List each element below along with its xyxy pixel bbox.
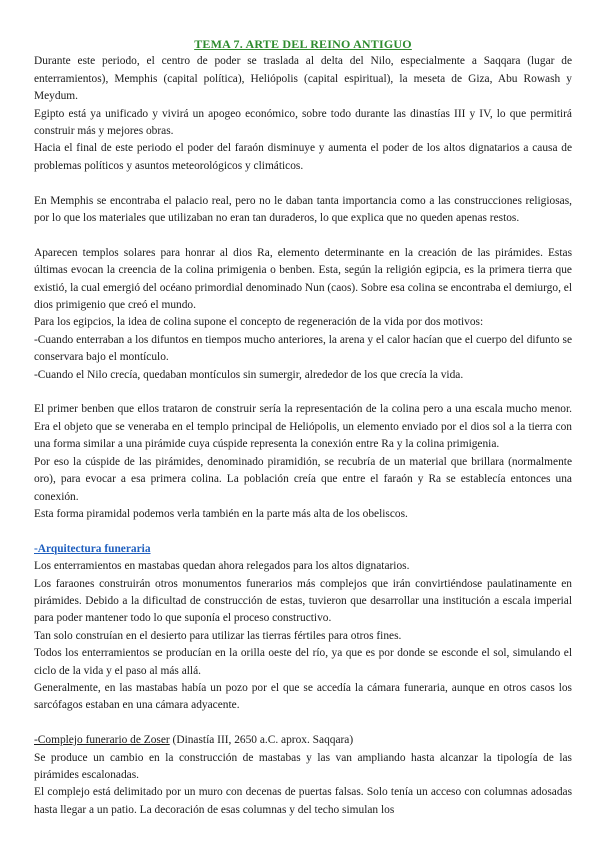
temples-paragraph-1: Aparecen templos solares para honrar al dios Ra, elemento determinante en la creación de las pirámides. Estas últimas evocan la creencia de la colina primigenia o benben. Esta, según la religión egipcia, es la primera tierra que existió, la cual emergió del océano primordial denominado Nun (caos). Sobre esa colina se encontraba el demiurgo, el dios primigenio que creó el mundo. bbox=[34, 246, 572, 312]
zoser-heading-details: (Dinastía III, 2650 a.C. aprox. Saqqara) bbox=[169, 734, 354, 747]
memphis-paragraph: En Memphis se encontraba el palacio real, pero no le daban tanta importancia como a las construcciones religiosas, por lo que los materiales que utilizaban no eran tan duraderos, lo que explica que no queden apenas restos. bbox=[34, 194, 572, 225]
funeraria-paragraph-2: Los faraones construirán otros monumentos funerarios más complejos que irán convirtiéndose paulatinamente en pirámides. Debido a la dificultad de construcción de estas, tuvieron que desarrollar una institución a escala imperial para poder mantener todo lo que suponía el proceso constructivo. bbox=[34, 577, 572, 625]
zoser-paragraph-1: Se produce un cambio en la construcción de mastabas y las van ampliando hasta alcanzar la tipología de las pirámides escalonadas. bbox=[34, 751, 572, 781]
benben-paragraph-1: El primer benben que ellos trataron de construir sería la representación de la colina pero a una escala mucho menor. Era el objeto que se veneraba en el templo principal de Heliópolis, un elemento enviado por el dios sol a la tierra con una forma similar a una pirámide cuya cúspide representa la conexión entre Ra y la colina primigenia. bbox=[34, 403, 572, 451]
spacer bbox=[34, 227, 572, 244]
zoser-paragraph-2: El complejo está delimitado por un muro con decenas de puertas falsas. Solo tenía un acceso con columnas adosadas hasta llegar a un patio. La decoración de esas columnas y del techo simulan los bbox=[34, 786, 572, 816]
intro-paragraph-2: Egipto está ya unificado y vivirá un apogeo económico, sobre todo durante las dinastías III y IV, lo que permitirá construir más y mejores obras. bbox=[34, 107, 572, 138]
funeraria-section-heading bbox=[34, 541, 572, 558]
spacer bbox=[34, 384, 572, 401]
temples-paragraph-3: -Cuando enterraban a los difuntos en tiempos mucho anteriores, la arena y el calor hacían que el cuerpo del difunto se conservara bajo el montículo. bbox=[34, 333, 572, 364]
funeraria-paragraph-5: Generalmente, en las mastabas había un pozo por el que se accedía la cámara funeraria, aunque en otros casos los sarcófagos estaban en una cámara adyacente. bbox=[34, 681, 572, 712]
zoser-heading-title: -Complejo funerario de Zoser bbox=[34, 734, 170, 747]
page-title: TEMA 7. ARTE DEL REINO ANTIGUO bbox=[194, 37, 412, 51]
intro-paragraph-3: Hacia el final de este periodo el poder del faraón disminuye y aumenta el poder de los altos dignatarios a causa de problemas políticos y asuntos meteorológicos y climáticos. bbox=[34, 142, 572, 172]
temples-paragraph-4: -Cuando el Nilo crecía, quedaban montículos sin sumergir, alrededor de los que crecía la vida. bbox=[34, 368, 464, 381]
spacer bbox=[34, 523, 572, 540]
document-page bbox=[34, 36, 572, 819]
spacer bbox=[34, 175, 572, 192]
benben-paragraph-3: Esta forma piramidal podemos verla también en la parte más alta de los obeliscos. bbox=[34, 507, 408, 520]
zoser-heading bbox=[34, 732, 572, 749]
funeraria-paragraph-3: Tan solo construían en el desierto para utilizar las tierras fértiles para otros fines. bbox=[34, 629, 402, 642]
temples-paragraph-2: Para los egipcios, la idea de colina supone el concepto de regeneración de la vida por dos motivos: bbox=[34, 316, 484, 329]
funeraria-paragraph-1: Los enterramientos en mastabas quedan ahora relegados para los altos dignatarios. bbox=[34, 560, 410, 573]
funeraria-heading-link[interactable]: -Arquitectura funeraria bbox=[34, 542, 151, 555]
intro-paragraph-1: Durante este periodo, el centro de poder se traslada al delta del Nilo, especialmente a Saqqara (lugar de enterramientos), Memphis (capital política), Heliópolis (capital espiritual), la meseta de Giza, Abu Rowash y Meydum. bbox=[34, 55, 572, 103]
spacer bbox=[34, 715, 572, 732]
funeraria-paragraph-4: Todos los enterramientos se producían en la orilla oeste del río, ya que es por donde se esconde el sol, simulando el ciclo de la vida y el paso al más allá. bbox=[34, 647, 572, 677]
benben-paragraph-2: Por eso la cúspide de las pirámides, denominado piramidión, se recubría de un material que brillara (normalmente oro), para evocar a esa primera colina. La población creía que entre el faraón y Ra se establecía entonces una conexión. bbox=[34, 455, 572, 503]
